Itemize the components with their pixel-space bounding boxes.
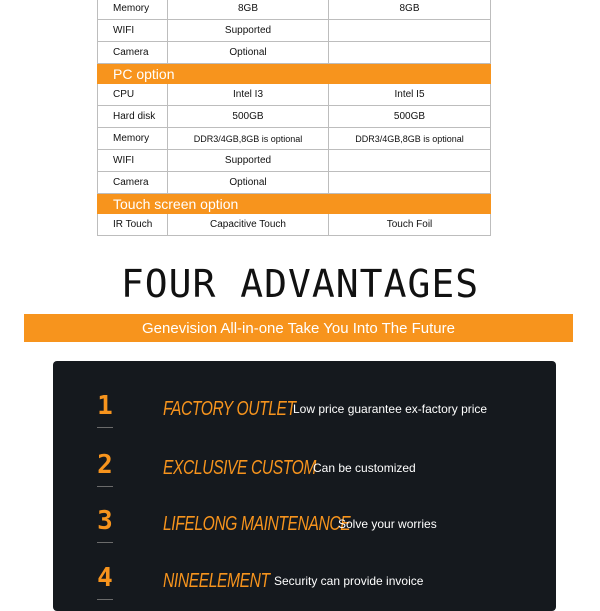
row-label: Hard disk: [98, 106, 168, 127]
pc-option-section-header: PC option: [97, 64, 491, 84]
cell-option-1: Capacitive Touch: [168, 214, 329, 235]
row-label: Camera: [98, 172, 168, 193]
cell-option-2: 500GB: [393, 111, 426, 122]
cell-option-2: Intel I5: [394, 89, 425, 100]
cell-option-1: Intel I3: [168, 84, 329, 105]
advantage-description: Low price guarantee ex-factory price: [293, 402, 488, 416]
advantage-description: Can be customized: [313, 461, 416, 475]
cell-option-2: [329, 172, 490, 193]
cell-option-2: [329, 20, 490, 41]
cell-option-1: Optional: [168, 42, 329, 63]
number-underline: [97, 542, 113, 543]
advantage-item: [53, 450, 556, 490]
row-label: WIFI: [98, 150, 168, 171]
advantage-description: Security can provide invoice: [274, 574, 424, 588]
row-label: Memory: [98, 128, 168, 149]
table-row: [97, 128, 491, 150]
advantage-heading: LIFELONG MAINTENANCE: [163, 513, 351, 535]
advantage-item: [53, 391, 556, 431]
table-row: [97, 20, 491, 42]
cell-option-1: Supported: [168, 20, 329, 41]
table-row: [97, 214, 491, 236]
row-label: IR Touch: [98, 214, 168, 235]
spec-table: [97, 0, 491, 236]
advantages-title: FOUR ADVANTAGES: [120, 262, 480, 306]
touch-option-section-header: Touch screen option: [97, 194, 491, 214]
tagline-banner: Genevision All-in-one Take You Into The Future: [24, 314, 573, 342]
row-label: WIFI: [98, 20, 168, 41]
table-row: [97, 0, 491, 20]
table-row: [97, 106, 491, 128]
number-underline: [97, 486, 113, 487]
table-row: [97, 42, 491, 64]
cell-option-2: [329, 42, 490, 63]
number-underline: [97, 427, 113, 428]
advantage-number: 2: [97, 450, 113, 480]
table-row: [97, 150, 491, 172]
advantage-number: 3: [97, 506, 113, 536]
cell-option-1: 500GB: [168, 106, 329, 127]
table-row: [97, 172, 491, 194]
advantages-panel: [53, 361, 556, 611]
cell-option-2: [329, 150, 490, 171]
cell-option-1: Optional: [168, 172, 329, 193]
row-label: CPU: [98, 84, 168, 105]
advantage-item: [53, 563, 556, 603]
advantage-item: [53, 506, 556, 546]
cell-option-1: Supported: [168, 150, 329, 171]
table-row: [97, 84, 491, 106]
advantage-heading: EXCLUSIVE CUSTOM: [163, 457, 316, 479]
cell-option-2: Touch Foil: [386, 219, 433, 230]
advantage-heading: FACTORY OUTLET: [163, 398, 296, 420]
advantage-number: 1: [97, 391, 113, 421]
cell-option-2: 8GB: [399, 3, 420, 14]
advantage-number: 4: [97, 563, 113, 593]
row-label: Memory: [98, 0, 168, 19]
advantage-description: Solve your worries: [338, 517, 437, 531]
cell-option-2: DDR3/4GB,8GB is optional: [355, 133, 464, 144]
cell-option-1: 8GB: [168, 0, 329, 19]
row-label: Camera: [98, 42, 168, 63]
advantage-heading: NINEELEMENT: [163, 570, 270, 592]
cell-option-1: DDR3/4GB,8GB is optional: [168, 128, 329, 149]
